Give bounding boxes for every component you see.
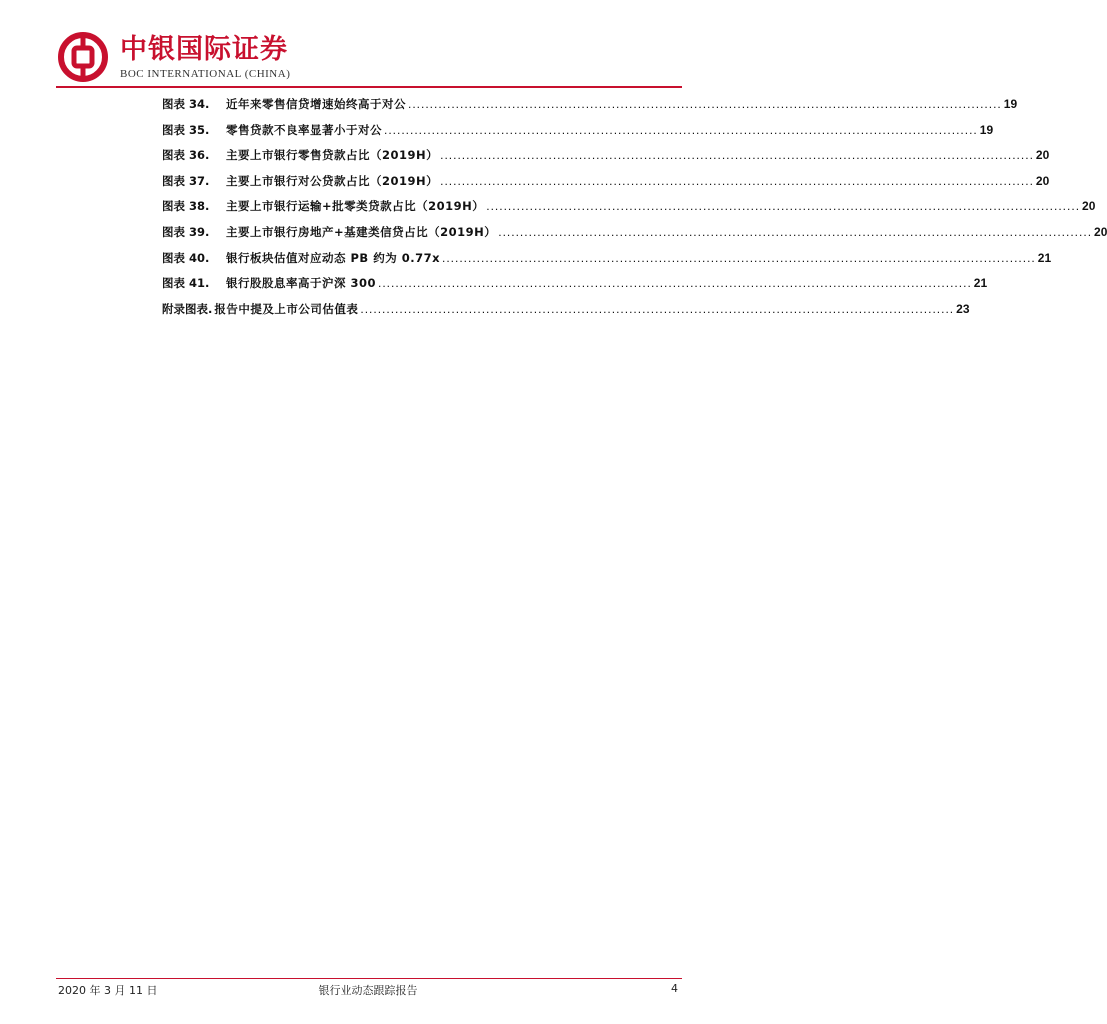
footer-divider (56, 978, 682, 979)
toc-entry[interactable] (162, 169, 1050, 195)
toc-entry[interactable] (162, 271, 988, 297)
toc-entry-title: 主要上市银行对公贷款占比（2019H） (226, 173, 439, 188)
toc-entry[interactable] (162, 118, 994, 144)
toc-entry-title: 报告中提及上市公司估值表 (214, 301, 359, 316)
toc-dot-leader: ......................................................................................................................................... (440, 148, 1034, 163)
brand-name-chinese: 中银国际证券 (120, 34, 288, 65)
toc-entry-title: 主要上市银行零售贷款占比（2019H） (226, 148, 439, 163)
header-divider (56, 86, 682, 88)
toc-dot-leader: ......................................................................................................................................... (378, 276, 972, 291)
footer-page-number: 4 (671, 982, 678, 995)
toc-entry-page: 23 (956, 301, 970, 316)
toc-entry-page: 20 (1082, 199, 1096, 214)
footer-date: 2020 年 3 月 11 日 (58, 984, 158, 997)
toc-entry[interactable] (162, 297, 970, 323)
toc-entry-page: 20 (1035, 173, 1050, 188)
toc-entry-page: 20 (1035, 148, 1050, 163)
toc-dot-leader: ......................................................................................................................................... (486, 199, 1081, 214)
toc-entry-title: 零售贷款不良率显著小于对公 (226, 122, 382, 137)
toc-dot-leader: ......................................................................................................................................... (498, 224, 1093, 239)
brand-name-english: BOC INTERNATIONAL (CHINA) (120, 68, 291, 80)
toc-entry-title: 主要上市银行房地产+基建类信贷占比（2019H） (226, 224, 497, 239)
footer-report-title: 银行业动态跟踪报告 (318, 984, 418, 997)
toc-dot-leader: ......................................................................................................................................... (442, 250, 1036, 265)
toc-entry-page: 20 (1094, 224, 1107, 239)
toc-entry-page: 21 (973, 276, 988, 291)
toc-entry-title: 银行板块估值对应动态 PB 约为 0.77x (226, 250, 440, 265)
toc-dot-leader: ......................................................................................................................................... (384, 122, 978, 137)
toc-entry-title: 银行股股息率高于沪深 300 (226, 276, 377, 291)
toc-dot-leader: ......................................................................................................................................... (360, 301, 955, 316)
boc-coin-logo-icon (58, 32, 108, 82)
toc-entry-label: 图表 37. (162, 173, 210, 188)
page-footer (58, 982, 678, 998)
toc-entry-label: 图表 38. (162, 199, 210, 214)
toc-entry-page: 19 (979, 122, 994, 137)
toc-entry-label: 图表 41. (162, 276, 210, 291)
toc-entry-page: 19 (1003, 97, 1018, 111)
toc-entry[interactable] (162, 92, 1018, 118)
toc-entry-label: 附录图表. (162, 301, 213, 316)
toc-entry-title: 主要上市银行运输+批零类贷款占比（2019H） (226, 199, 485, 214)
toc-dot-leader: ......................................................................................................................................... (408, 97, 1002, 111)
toc-entry-label: 图表 39. (162, 224, 210, 239)
toc-entry[interactable] (162, 194, 1096, 220)
toc-entry[interactable] (162, 220, 1107, 246)
toc-entry-title: 近年来零售信贷增速始终高于对公 (226, 97, 406, 111)
figure-table-of-contents (162, 92, 1107, 322)
page-header (58, 32, 678, 86)
toc-entry-page: 21 (1037, 250, 1052, 265)
toc-entry[interactable] (162, 143, 1050, 169)
toc-entry-label: 图表 34. (162, 97, 210, 111)
toc-entry-label: 图表 36. (162, 148, 210, 163)
toc-dot-leader: ......................................................................................................................................... (440, 173, 1034, 188)
toc-entry-label: 图表 35. (162, 122, 210, 137)
toc-entry-label: 图表 40. (162, 250, 210, 265)
toc-entry[interactable] (162, 246, 1052, 272)
